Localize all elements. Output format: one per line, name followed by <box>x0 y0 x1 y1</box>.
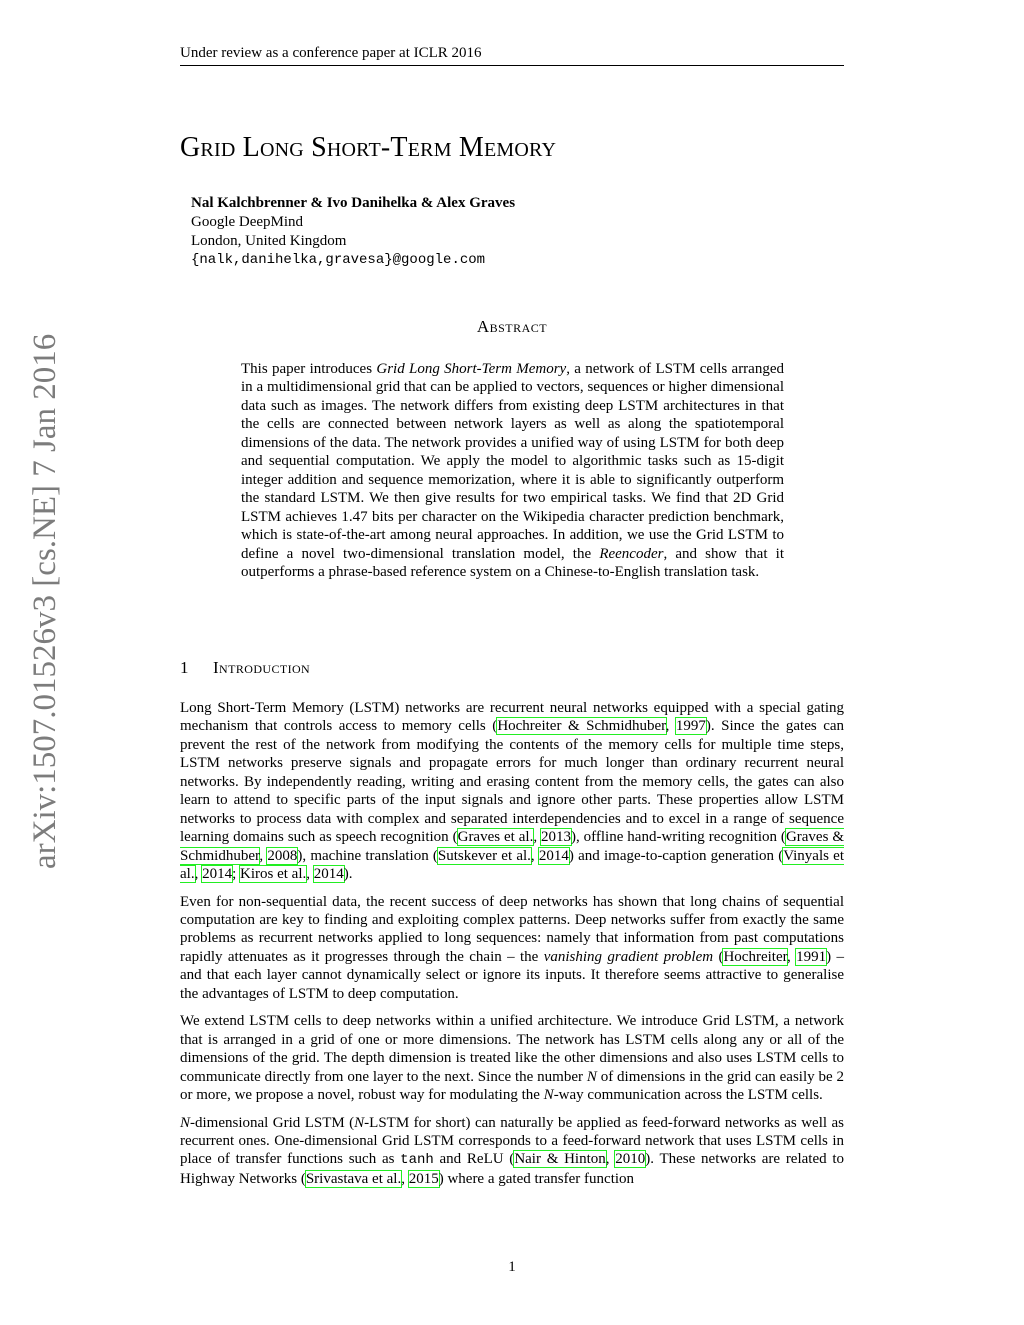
page-number: 1 <box>508 1259 516 1275</box>
citation-link[interactable]: Srivastava et al. <box>305 1170 402 1187</box>
paper-title: Grid Long Short-Term Memory <box>180 132 557 163</box>
author-affiliation: Google DeepMind <box>191 214 304 230</box>
author-block <box>191 194 515 270</box>
citation-link[interactable]: Sutskever et al. <box>437 847 531 864</box>
citation-year-link[interactable]: 1991 <box>796 948 827 965</box>
author-email: {nalk,danihelka,gravesa}@google.com <box>191 252 486 268</box>
section-heading <box>180 657 844 679</box>
citation-link[interactable]: Vinyals et al. <box>180 847 845 883</box>
arxiv-identifier: arXiv:1507.01526v3 [cs.NE] 7 Jan 2016 <box>27 333 63 869</box>
paragraph-1: Long Short-Term Memory (LSTM) networks are recurrent neural networks equipped with a special gating mechanism that controls access to memory cells (Hochreiter & Schmidhuber, 1997). Since the gates can prevent the rest of the network from modifying the contents of the memory cells for multiple time steps, LSTM networks preserve signals and propagate errors for much longer than ordinary recurrent neural networks. By independently reading, writing and erasing content from the memory cells, the gates can also learn to attend to specific parts of the input signals and ignore other parts. These properties allow LSTM networks to process data with complex and separated interdependencies and to excel in a range of sequence learning domains such as speech recognition (Graves et al., 2013), offline hand-writing recognition (Graves & Schmidhuber, 2008), machine translation (Sutskever et al., 2014) and image-to-caption generation (Vinyals et al., 2014; Kiros et al., 2014). <box>180 700 845 883</box>
citation-year-link[interactable]: 2010 <box>615 1151 646 1168</box>
citation-year-link[interactable]: 2015 <box>408 1170 439 1187</box>
introduction-body <box>180 699 844 1197</box>
paragraph-2: Even for non-sequential data, the recent success of deep networks has shown that long chains of sequential computation are key to finding and exploiting complex patterns. Deep networks suffer from exactly the same problems as recurrent networks applied to long sequences: namely that information from past computations rapidly attenuates as it progresses through the chain – the vanishing gradient problem (Hochreiter, 1991) – and that each layer cannot dynamically select or ignore its inputs. It therefore seems attractive to generalise the advantages of LSTM to deep computation. <box>180 893 845 1002</box>
citation-year-link[interactable]: 2014 <box>538 847 569 864</box>
citation-link[interactable]: Graves & Schmidhuber <box>180 829 845 864</box>
section-title: Introduction <box>213 658 311 677</box>
abstract-heading: Abstract <box>476 317 548 336</box>
citation-year-link[interactable]: 2014 <box>313 866 344 883</box>
author-location: London, United Kingdom <box>191 233 347 249</box>
citation-year-link[interactable]: 1997 <box>675 718 706 735</box>
paragraph-3: We extend LSTM cells to deep networks within a unified architecture. We introduce Grid LSTM, a network that is arranged in a grid of one or more dimensions. The network has LSTM cells along any or all of the dimensions of the grid. The depth dimension is treated like the other dimensions and also uses LSTM cells to communicate directly from one layer to the next. Since the number N of dimensions in the grid can easily be 2 or more, we propose a novel, robust way for modulating the N-way communication across the LSTM cells. <box>180 1013 844 1104</box>
citation-link[interactable]: Nair & Hinton <box>514 1151 606 1168</box>
paragraph-4: N-dimensional Grid LSTM (N-LSTM for short) can naturally be applied as feed-forward networks as well as recurrent ones. One-dimensional Grid LSTM corresponds to a feed-forward network that uses LSTM cells in place of transfer functions such as tanh and ReLU (Nair & Hinton, 2010). These networks are related to Highway Networks (Srivastava et al., 2015) where a gated transfer function <box>180 1114 845 1187</box>
citation-year-link[interactable]: 2008 <box>267 847 298 864</box>
citation-link[interactable]: Hochreiter <box>723 948 787 965</box>
citation-link[interactable]: Hochreiter & Schmidhuber <box>497 718 666 735</box>
abstract-text: This paper introduces Grid Long Short-Term Memory, a network of LSTM cells arranged in a multidimensional grid that can be applied to vectors, sequences or higher dimensional data such as images. The network differs from existing deep LSTM architectures in that the cells are connected between network layers as well as along the spatiotemporal dimensions of the data. The network provides a unified way of using LSTM for both deep and sequential computation. We apply the model to algorithmic tasks such as 15-digit integer addition and sequence memorization, where it is able to significantly outperform the standard LSTM. We then give results for two empirical tasks. We find that 2D Grid LSTM achieves 1.47 bits per character on the Wikipedia character prediction benchmark, which is state-of-the-art among neural approaches. In addition, we use the Grid LSTM to define a novel two-dimensional translation model, the Reencoder, and show that it outperforms a phrase-based reference system on a Chinese-to-English translation task. <box>241 361 785 580</box>
citation-year-link[interactable]: 2014 <box>202 866 233 883</box>
section-number: 1 <box>180 658 189 677</box>
citation-link[interactable]: Graves et al. <box>457 829 534 846</box>
running-header: Under review as a conference paper at ICLR 2016 <box>180 44 844 66</box>
citation-year-link[interactable]: 2013 <box>541 829 571 846</box>
citation-link[interactable]: Kiros et al. <box>240 866 307 883</box>
author-names: Nal Kalchbrenner & Ivo Danihelka & Alex Graves <box>191 195 516 211</box>
